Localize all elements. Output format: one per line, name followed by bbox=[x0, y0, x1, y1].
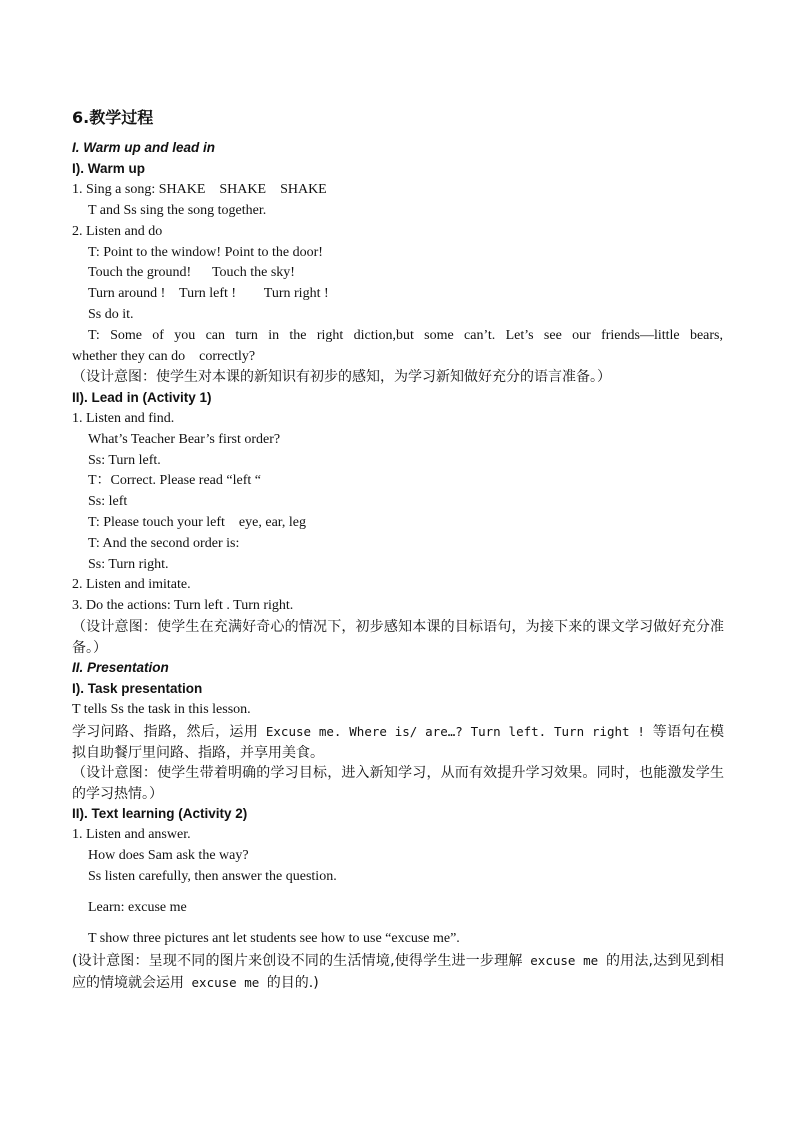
text-line: T: And the second order is: bbox=[88, 536, 240, 551]
design-intent-note: （设计意图：使学生对本课的新知识有初步的感知，为学习新知做好充分的语言准备。） bbox=[72, 369, 611, 385]
text-line: Ss do it. bbox=[88, 307, 134, 322]
text-fragment-code: excuse me bbox=[522, 953, 606, 968]
text-fragment: 的目的.) bbox=[266, 975, 319, 991]
text-fragment-code: excuse me bbox=[184, 975, 267, 990]
design-intent-note bbox=[72, 950, 724, 994]
task-description bbox=[72, 721, 724, 764]
text-line: Ss: Turn right. bbox=[88, 557, 169, 572]
step-listen-and-do: 2. Listen and do bbox=[72, 224, 163, 239]
text-line: T：Correct. Please read “left “ bbox=[88, 473, 261, 488]
step-listen-and-answer: 1. Listen and answer. bbox=[72, 827, 191, 842]
design-intent-note: （设计意图：使学生在充满好奇心的情况下，初步感知本课的目标语句，为接下来的课文学习做好充分准备。） bbox=[72, 619, 724, 656]
text-line: T: Please touch your left eye, ear, leg bbox=[88, 515, 306, 530]
section-heading: 6.教学过程 bbox=[72, 108, 154, 127]
text-line: Ss: Turn left. bbox=[88, 453, 161, 468]
text-line: whether they can do correctly? bbox=[72, 349, 256, 364]
step-do-the-actions: 3. Do the actions: Turn left . Turn right. bbox=[72, 598, 294, 613]
text-line: T: Some of you can turn in the right diction,but some can’t. Let’s see our friends—little bears, bbox=[88, 328, 723, 343]
text-fragment-code: Excuse me. Where is/ are…? Turn left. Turn right ! bbox=[258, 724, 653, 739]
text-line: T: Point to the window! Point to the door! bbox=[88, 245, 323, 260]
text-fragment: 等语句在模拟自助餐厅里问路、指路，并享用美食。 bbox=[72, 724, 725, 761]
step-listen-and-find: 1. Listen and find. bbox=[72, 411, 175, 426]
text-line: T tells Ss the task in this lesson. bbox=[72, 702, 251, 717]
text-line: T and Ss sing the song together. bbox=[88, 203, 267, 218]
text-line: Ss: left bbox=[88, 494, 128, 509]
text-line: T show three pictures ant let students see how to use “excuse me”. bbox=[88, 931, 460, 946]
step-sing-a-song: 1. Sing a song: SHAKE SHAKE SHAKE bbox=[72, 182, 327, 197]
part-title-warm-up-lead-in: I. Warm up and lead in bbox=[72, 140, 216, 155]
subsection-title-text-learning: II). Text learning (Activity 2) bbox=[72, 806, 248, 821]
text-fragment: 的用法,达到见到相应的情境就会运用 bbox=[72, 953, 724, 991]
text-line: Turn around ! Turn left ! Turn right ! bbox=[88, 286, 329, 301]
text-line: What’s Teacher Bear’s first order? bbox=[88, 432, 281, 447]
part-title-presentation: II. Presentation bbox=[72, 660, 169, 675]
subsection-title-warm-up: I). Warm up bbox=[72, 161, 145, 176]
subsection-title-lead-in: II). Lead in (Activity 1) bbox=[72, 390, 212, 405]
text-line: How does Sam ask the way? bbox=[88, 848, 249, 863]
text-line: Touch the ground! Touch the sky! bbox=[88, 265, 295, 280]
step-listen-and-imitate: 2. Listen and imitate. bbox=[72, 577, 191, 592]
subsection-title-task-presentation: I). Task presentation bbox=[72, 681, 203, 696]
text-fragment: 学习问路、指路，然后，运用 bbox=[72, 724, 259, 740]
text-line: Ss listen carefully, then answer the question. bbox=[88, 869, 337, 884]
design-intent-note: （设计意图：使学生带着明确的学习目标，进入新知学习，从而有效提升学习效果。同时，也能激发学生的学习热情。） bbox=[72, 765, 724, 802]
text-fragment: (设计意图：呈现不同的图片来创设不同的生活情境,使得学生进一步理解 bbox=[72, 953, 523, 969]
text-line: Learn: excuse me bbox=[88, 900, 187, 915]
